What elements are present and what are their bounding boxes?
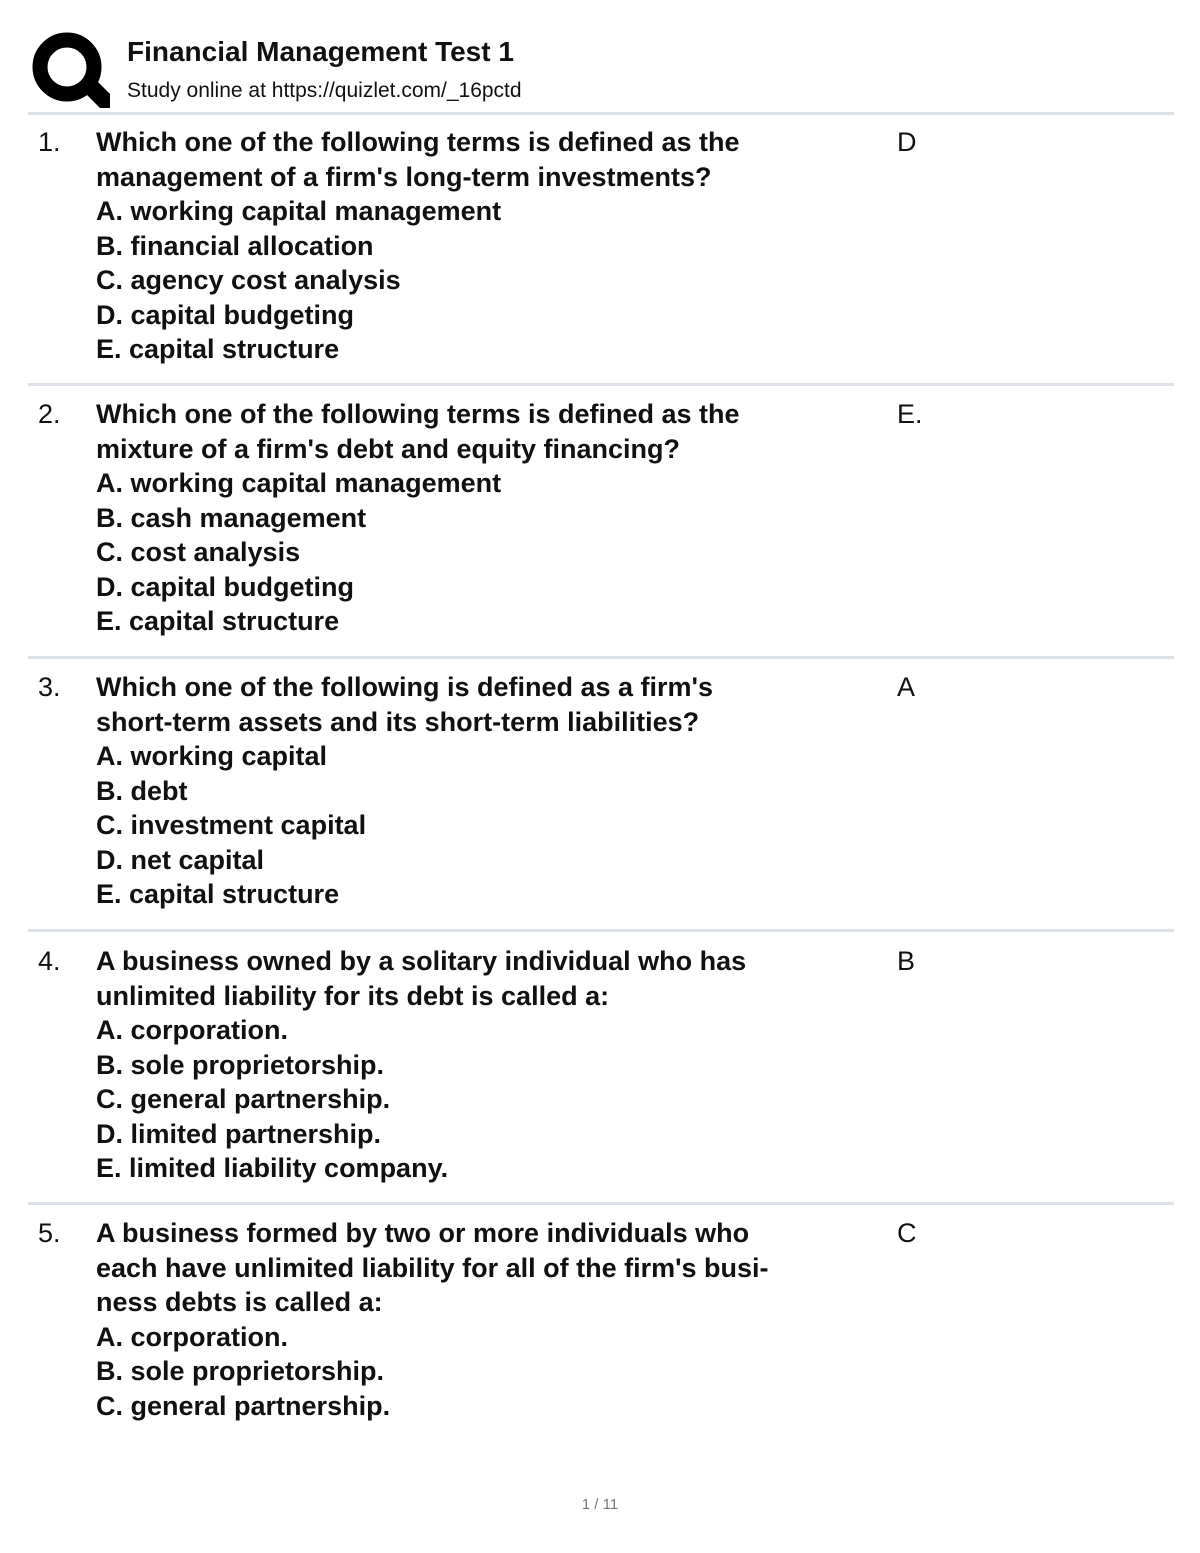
answer-option: E. capital structure bbox=[96, 606, 340, 636]
study-online-link[interactable]: Study online at https://quizlet.com/_16pctd bbox=[127, 79, 522, 102]
question-text: Which one of the following terms is defined as the bbox=[96, 127, 740, 157]
answer-option: E. capital structure bbox=[96, 879, 340, 909]
correct-answer: B bbox=[897, 946, 916, 976]
answer-option: D. capital budgeting bbox=[96, 299, 355, 330]
question-body bbox=[96, 944, 886, 1186]
document-title: Financial Management Test 1 bbox=[127, 36, 514, 67]
question-text: Which one of the following is defined as a firm's bbox=[96, 672, 713, 702]
correct-answer: D bbox=[897, 127, 917, 157]
answer-option: A. corporation. bbox=[96, 1321, 289, 1352]
question-text: unlimited liability for its debt is called a: bbox=[96, 980, 610, 1011]
answer-option: C. investment capital bbox=[96, 810, 367, 840]
document-header bbox=[28, 28, 1174, 114]
answer-option: A. working capital management bbox=[96, 196, 502, 226]
question-text: mixture of a firm's debt and equity financing? bbox=[96, 433, 680, 464]
question-text: management of a firm's long-term investments? bbox=[96, 161, 712, 192]
answer-option: B. cash management bbox=[96, 502, 367, 533]
question-body bbox=[96, 125, 886, 367]
answer-option: A. working capital management bbox=[96, 468, 502, 498]
answer-option: C. agency cost analysis bbox=[96, 265, 401, 295]
question-text: each have unlimited liability for all of the firm's busi- bbox=[96, 1252, 769, 1283]
divider bbox=[28, 656, 1174, 659]
answer-option: B. sole proprietorship. bbox=[96, 1356, 385, 1386]
answer-option: B. debt bbox=[96, 775, 188, 806]
question-number: 3. bbox=[38, 672, 61, 702]
answer-option: D. limited partnership. bbox=[96, 1118, 382, 1149]
answer-option: B. sole proprietorship. bbox=[96, 1049, 385, 1080]
quizlet-q-logo-icon bbox=[30, 30, 110, 110]
question-number: 4. bbox=[38, 946, 61, 976]
answer-option: B. financial allocation bbox=[96, 230, 374, 261]
divider bbox=[28, 929, 1174, 932]
page-number: 1 / 11 bbox=[581, 1496, 619, 1513]
answer-option: D. capital budgeting bbox=[96, 571, 355, 602]
answer-option: E. capital structure bbox=[96, 334, 340, 364]
question-number: 2. bbox=[38, 399, 61, 429]
question-number: 5. bbox=[38, 1218, 61, 1248]
answer-option: D. net capital bbox=[96, 844, 265, 875]
answer-option: C. general partnership. bbox=[96, 1390, 391, 1421]
question-text: A business formed by two or more individuals who bbox=[96, 1218, 750, 1248]
question-text: ness debts is called a: bbox=[96, 1287, 383, 1317]
correct-answer: A bbox=[897, 672, 916, 702]
question-body bbox=[96, 1216, 886, 1423]
divider bbox=[28, 1202, 1174, 1205]
question-body bbox=[96, 670, 886, 912]
answer-option: E. limited liability company. bbox=[96, 1153, 449, 1183]
divider bbox=[28, 383, 1174, 386]
answer-option: A. working capital bbox=[96, 741, 328, 771]
question-body bbox=[96, 397, 886, 639]
divider bbox=[28, 112, 1174, 115]
answer-option: A. corporation. bbox=[96, 1015, 289, 1045]
correct-answer: E. bbox=[897, 399, 923, 429]
question-number: 1. bbox=[38, 127, 61, 157]
answer-option: C. general partnership. bbox=[96, 1084, 391, 1114]
correct-answer: C bbox=[897, 1218, 917, 1248]
question-text: A business owned by a solitary individual who has bbox=[96, 946, 747, 976]
answer-option: C. cost analysis bbox=[96, 537, 301, 567]
question-text: Which one of the following terms is defined as the bbox=[96, 399, 740, 429]
question-text: short-term assets and its short-term liabilities? bbox=[96, 706, 700, 737]
